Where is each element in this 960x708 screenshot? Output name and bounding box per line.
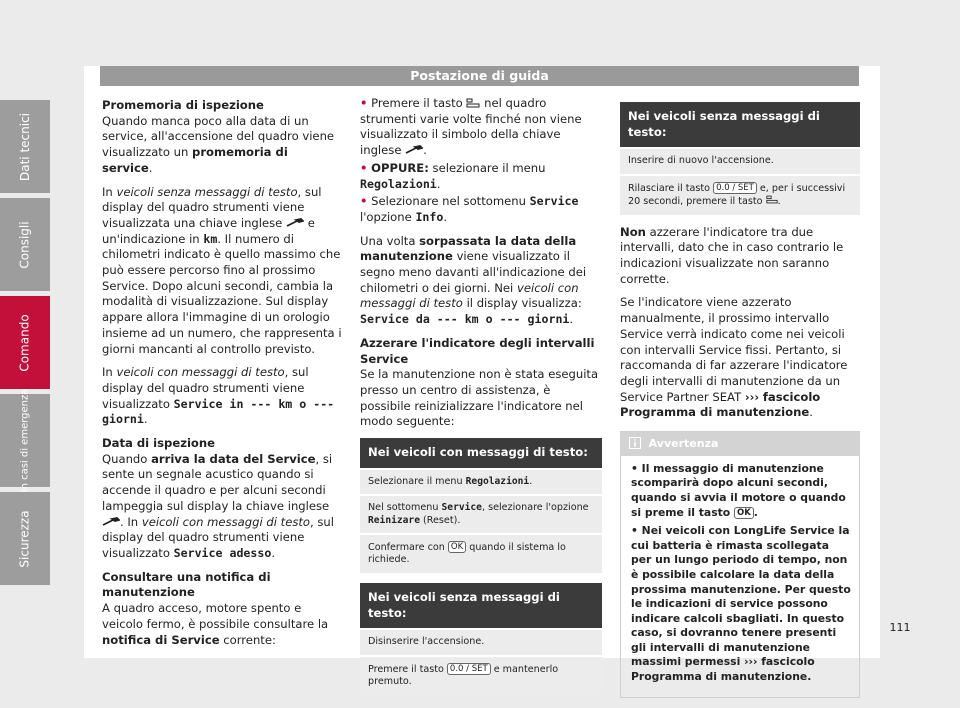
instruction-table-no-text-messages xyxy=(360,583,602,695)
warning-box xyxy=(620,431,860,698)
heading-consult-notification: Consultare una notifica di manutenzione xyxy=(102,569,271,600)
wrench-icon xyxy=(286,218,304,228)
heading-reset-indicator: Azzerare l'indicatore degli intervalli Service xyxy=(360,335,595,366)
paragraph: In veicoli con messaggi di testo, sul display del quadro strumenti viene visualizzato Service in --- km o --- giorni. xyxy=(102,365,335,427)
table-header: Nei veicoli senza messaggi di testo: xyxy=(360,583,602,628)
table-row: Confermare con OK quando il sistema lo richiede. xyxy=(360,533,602,573)
menu-icon xyxy=(466,98,480,108)
heading-inspection-reminder: Promemoria di ispezione xyxy=(102,98,264,112)
paragraph: Se la manutenzione non è stata eseguita presso un centro di assistenza, è possibile reinizializzare l'indicatore nel modo seguente: xyxy=(360,367,599,429)
set-key-icon: 0.0 / SET xyxy=(447,663,491,675)
instruction-table-text-messages xyxy=(360,438,602,573)
warning-header: Avvertenza xyxy=(621,432,859,456)
table-header: Nei veicoli senza messaggi di testo: xyxy=(620,102,860,147)
paragraph: Quando arriva la data del Service, si sente un segnale acustico quando si accende il quadro e per alcuni secondi lampeggia sul display la chiave inglese . In veicoli con messaggi di testo, sul display del quadro strumenti viene visualizzato Service adesso. xyxy=(102,451,334,560)
tab-comando[interactable]: Comando xyxy=(0,296,50,389)
table-row: Premere il tasto 0.0 / SET e mantenerlo premuto. xyxy=(360,655,602,695)
tab-consigli[interactable]: Consigli xyxy=(0,198,50,291)
table-row: Nel sottomenu Service, selezionare l'opzione Reinizare (Reset). xyxy=(360,494,602,533)
ok-key-icon: OK xyxy=(734,507,754,519)
column-left xyxy=(102,96,342,656)
reference-arrows: ››› xyxy=(744,389,760,404)
table-row: Selezionare il menu Regolazioni. xyxy=(360,468,602,494)
paragraph: Se l'indicatore viene azzerato manualmente, il prossimo intervallo Service verrà indicato come nei veicoli con intervalli Service fissi. Pertanto, si raccomanda di far azzerare l'indicatore degli intervalli di manutenzione da un Service Partner SEAT ››› fascicolo Programma di manutenzione. xyxy=(620,295,848,420)
column-middle xyxy=(360,96,602,704)
info-icon xyxy=(629,437,641,449)
table-row: Disinserire l'accensione. xyxy=(360,628,602,654)
menu-icon xyxy=(766,195,778,204)
bullet-item: • Premere il tasto nel quadro strumenti varie volte finché non viene visualizzato il simbolo della chiave inglese . xyxy=(360,96,582,158)
heading-inspection-date: Data di ispezione xyxy=(102,436,215,451)
reference-arrows: ››› xyxy=(744,655,758,669)
warning-body xyxy=(621,456,859,685)
wrench-icon xyxy=(102,517,120,527)
warning-item: • Il messaggio di manutenzione scomparirà dopo alcuni secondi, quando si avvia il motore o quando si preme il tasto OK . xyxy=(631,461,846,519)
set-key-icon: 0.0 / SET xyxy=(713,182,757,194)
tab-dati-tecnici[interactable]: Dati tecnici xyxy=(0,100,50,193)
column-right xyxy=(620,96,860,698)
table-header: Nei veicoli con messaggi di testo: xyxy=(360,438,602,468)
page-number: 111 xyxy=(889,621,911,634)
ok-key-icon: OK xyxy=(448,541,466,553)
paragraph: Quando manca poco alla data di un service, all'accensione del quadro viene visualizzato un promemoria di service. xyxy=(102,113,335,175)
paragraph: A quadro acceso, motore spento e veicolo fermo, è possibile consultare la notifica di Service corrente: xyxy=(102,601,329,647)
table-row: Inserire di nuovo l'accensione. xyxy=(620,147,860,173)
bullet-item: • Selezionare nel sottomenu Service l'opzione Info. xyxy=(360,194,579,224)
bullet-item: • OPPURE: selezionare il menu Regolazioni. xyxy=(360,160,546,191)
paragraph: In veicoli senza messaggi di testo, sul display del quadro strumenti viene visualizzata una chiave inglese e un'indicazione in km. Il numero di chilometri indicato è quello massimo che può essere percorso fino al prossimo Service. Dopo alcuni secondi, cambia la modalità di visualizzazione. Sul display appare allora l'immagine di un orologio insieme ad un numero, che rappresenta i giorni mancanti al controllo previsto. xyxy=(102,184,342,356)
wrench-icon xyxy=(405,145,423,155)
paragraph: Una volta sorpassata la data della manutenzione viene visualizzato il segno meno davanti all'indicazione dei chilometri o dei giorni. Nei veicoli con messaggi di testo il display visualizza: Service da --- km o --- giorni. xyxy=(360,233,587,327)
instruction-table-no-text-messages-continued xyxy=(620,102,860,215)
warning-item: • Nei veicoli con LongLife Service la cui batteria è rimasta scollegata per un lungo periodo di tempo, non è possibile calcolare la data della prossima manutenzione. Per questo le indicazioni di service possono indicare calcoli sbagliati. In questo caso, si dovranno tenere presenti gli intervalli di manutenzione massimi permessi ››› fascicolo Programma di manutenzione. xyxy=(631,524,851,684)
paragraph: Non azzerare l'indicatore tra due intervalli, dato che in caso contrario le indicazioni visualizzate non saranno corrette. xyxy=(620,224,844,286)
tab-sicurezza[interactable]: Sicurezza xyxy=(0,492,50,585)
table-row: Rilasciare il tasto 0.0 / SET e, per i successivi 20 secondi, premere il tasto . xyxy=(620,174,860,215)
page-header: Postazione di guida xyxy=(100,66,859,86)
tab-in-casi-di-emergenza[interactable]: In casi di emergenza xyxy=(0,394,50,487)
